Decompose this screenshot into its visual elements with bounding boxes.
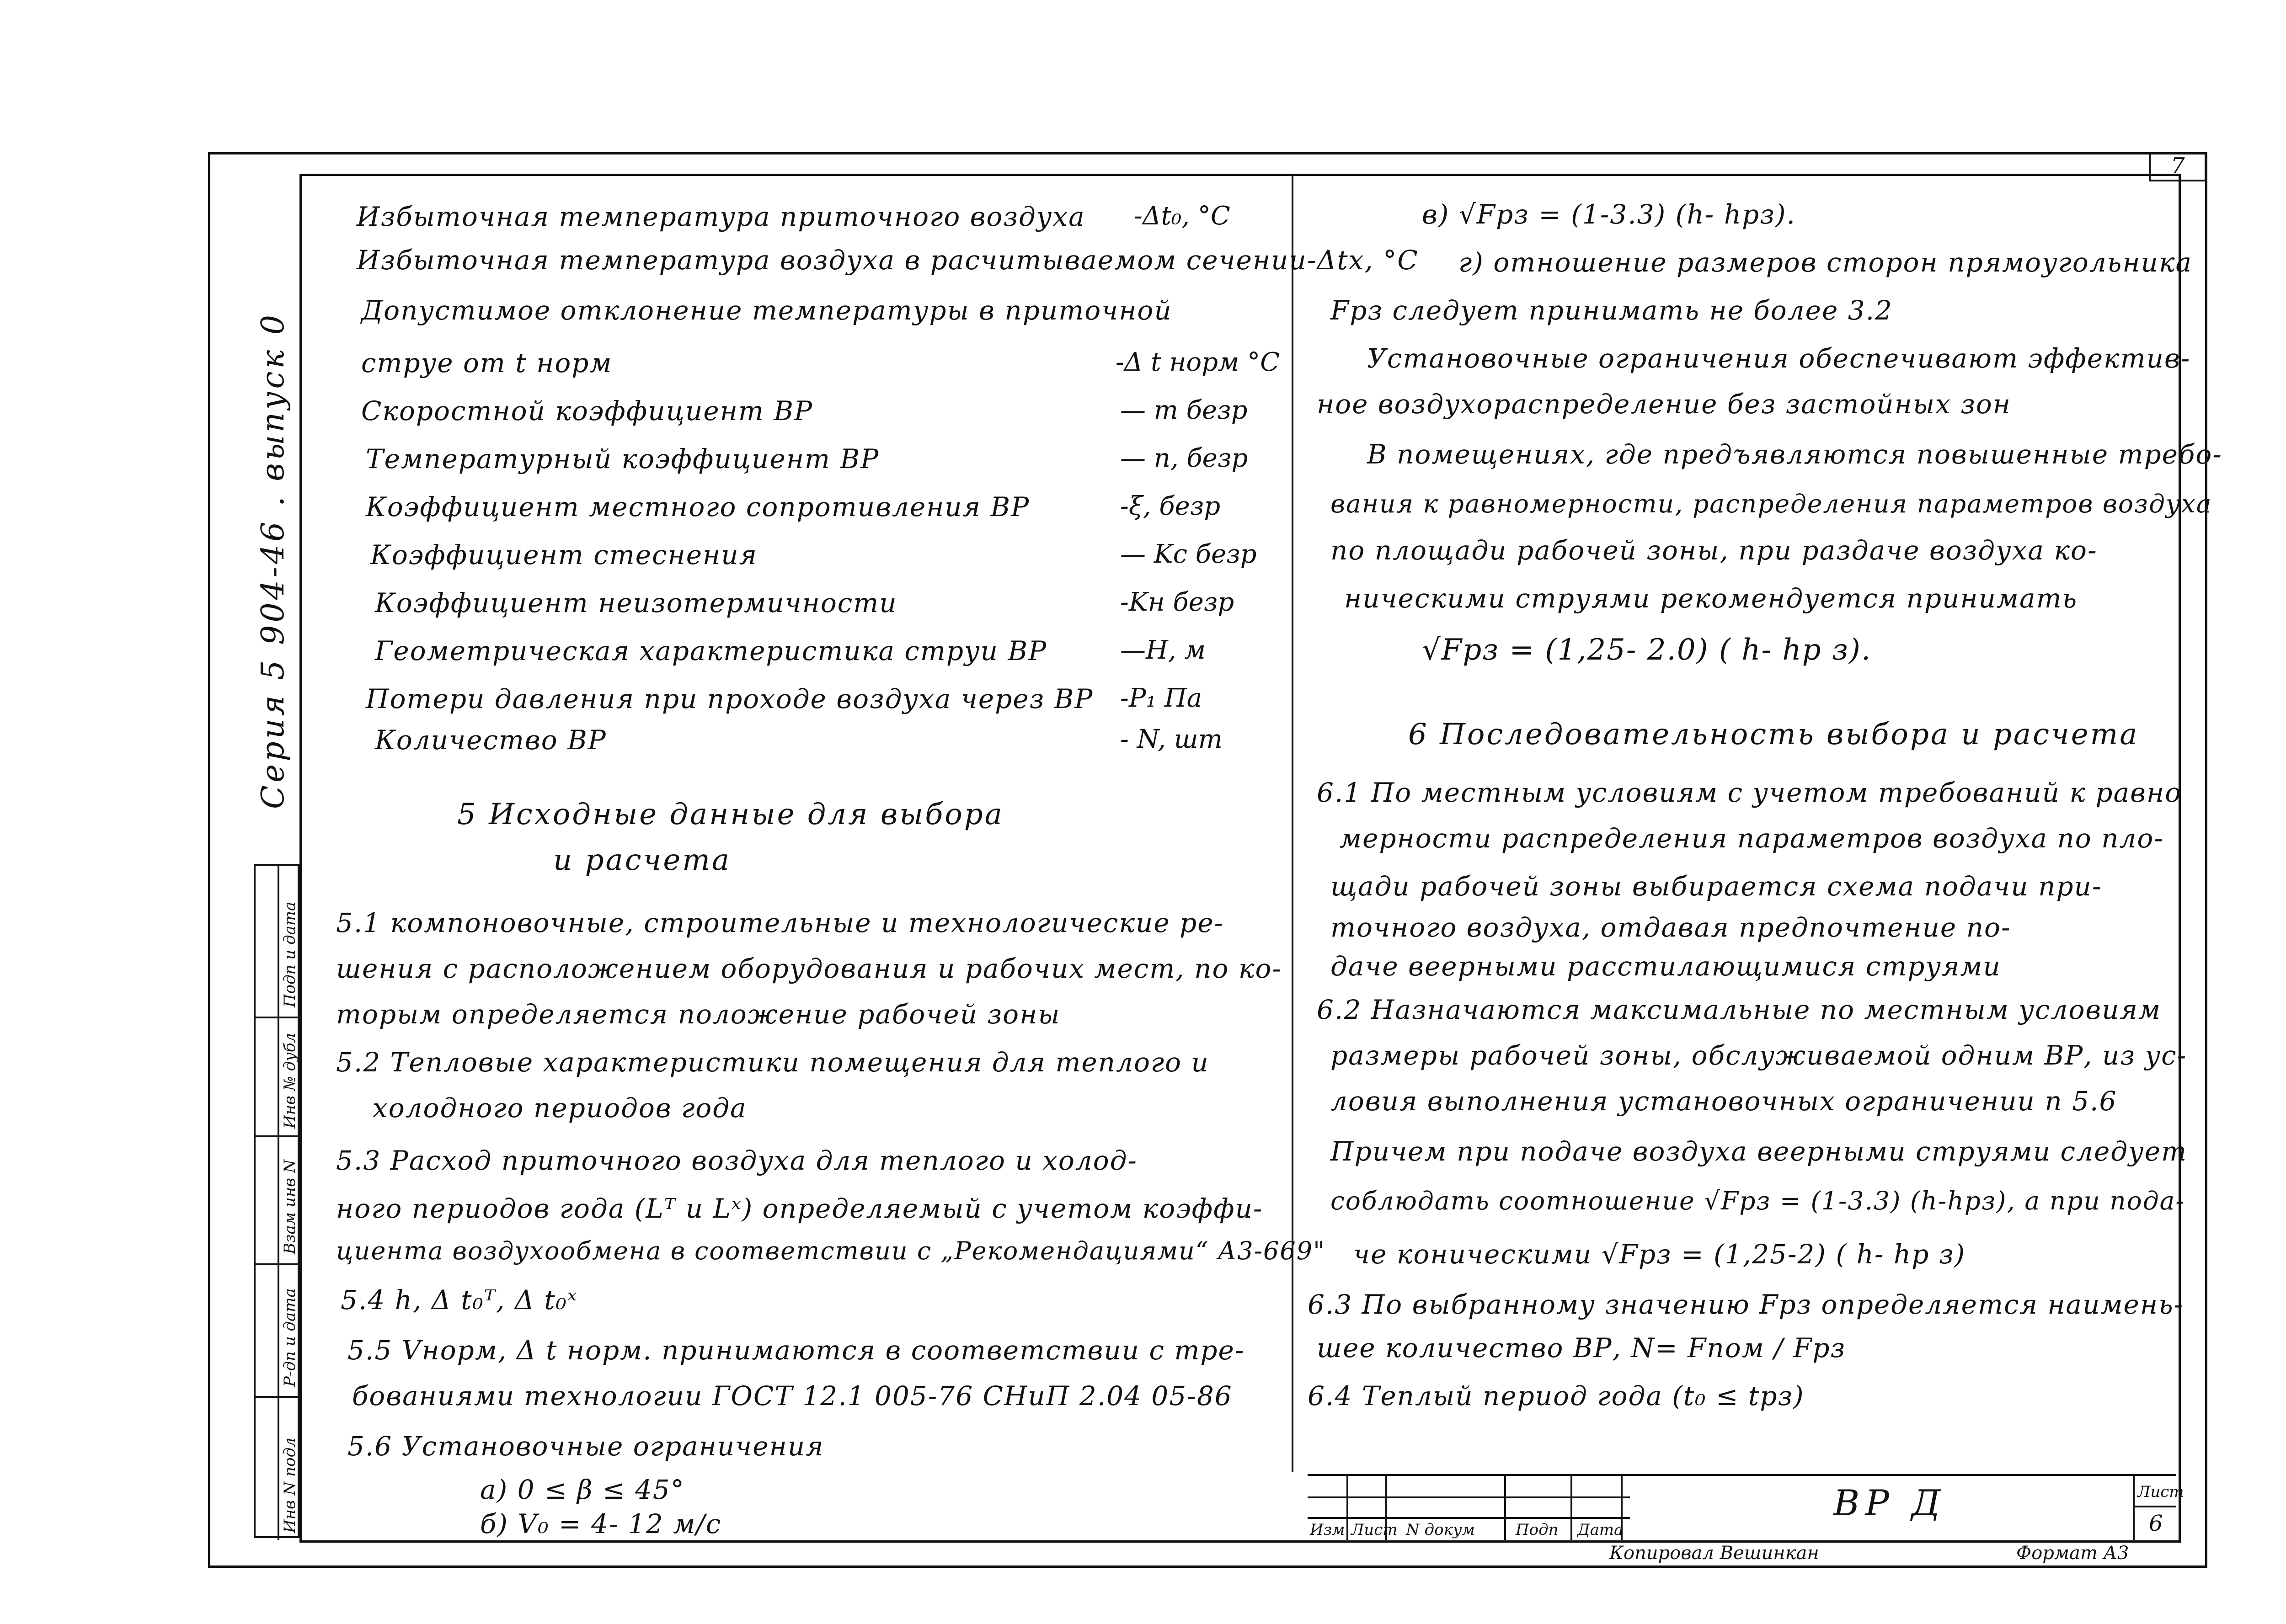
section-5-line: 5.4 h, Δ t₀ᵀ, Δ t₀ˣ bbox=[341, 1284, 578, 1315]
section-5-line: бованиями технологии ГОСТ 12.1 005-76 СНиП 2.04 05-86 bbox=[352, 1380, 1233, 1411]
definition-unit: -P₁ Па bbox=[1120, 683, 1202, 713]
paper-format: Формат А3 bbox=[2016, 1543, 2129, 1564]
definition-line: Коэффициент местного сопротивления ВР bbox=[366, 491, 1030, 522]
section-6-line: 6.1 По местным условиям с учетом требований к равно bbox=[1317, 777, 2182, 808]
section-6-line: размеры рабочей зоны, обслуживаемой одним ВР, из ус- bbox=[1330, 1040, 2187, 1071]
section-5-line: циента воздухообмена в соответствии с „Рекомендациями“ А3-669" bbox=[336, 1236, 1325, 1265]
definition-line: Температурный коэффициент ВР bbox=[366, 443, 880, 474]
right-line: Установочные ограничения обеспечивают эффектив- bbox=[1367, 343, 2191, 374]
section-5-line: ного периодов года (Lᵀ u Lˣ) определяемый с учетом коэффи- bbox=[336, 1193, 1263, 1224]
section-5-line: торым определяется положение рабочей зоны bbox=[336, 999, 1061, 1030]
section-5-line: холодного периодов года bbox=[373, 1092, 747, 1123]
section-5-title: 5 Исходные данные для выбора bbox=[457, 798, 1004, 831]
section-6-line: щади рабочей зоны выбирается схема подачи при- bbox=[1330, 871, 2102, 902]
section-6-line: Причем при подаче воздуха веерными струями следует bbox=[1330, 1136, 2188, 1167]
section-5-line: а) 0 ≤ β ≤ 45° bbox=[480, 1474, 685, 1505]
definition-unit: — n, безр bbox=[1120, 443, 1248, 473]
col-date: Дата bbox=[1577, 1521, 1624, 1539]
definition-unit: - N, шт bbox=[1120, 724, 1223, 754]
section-6-line: соблюдать соотношение √Fрз = (1-3.3) (h-hрз), а при пода- bbox=[1330, 1186, 2185, 1215]
sheet-label: Лист bbox=[2137, 1483, 2184, 1501]
col-doc-no: N докум bbox=[1406, 1521, 1475, 1539]
stamp-orig-inv: Инв N подл bbox=[281, 1438, 299, 1533]
definition-unit: — m безр bbox=[1120, 395, 1248, 425]
col-change: Изм bbox=[1310, 1521, 1345, 1539]
section-5-line: б) V₀ = 4- 12 м/с bbox=[480, 1508, 722, 1539]
definition-line: Количество ВР bbox=[375, 724, 607, 756]
series-label: Серия 5 904-46 . выпуск 0 bbox=[255, 312, 291, 809]
section-5-line: 5.3 Расход приточного воздуха для теплого и холод- bbox=[336, 1145, 1138, 1176]
definition-unit: -Δt₀, °C bbox=[1134, 201, 1230, 231]
copied-by: Копировал Вешинкан bbox=[1609, 1543, 1819, 1564]
section-6-line: шее количество ВР, N= Fпом / Fрз bbox=[1317, 1332, 1846, 1363]
sheet-number: 6 bbox=[2149, 1511, 2163, 1536]
definition-line: Избыточная температура приточного воздуха bbox=[357, 201, 1085, 232]
definition-unit: -ξ, безр bbox=[1120, 491, 1221, 521]
section-6-line: даче веерными расстилающимися струями bbox=[1330, 951, 2001, 982]
right-line: В помещениях, где предъявляются повышенные требо- bbox=[1367, 439, 2222, 470]
col-signature: Подп bbox=[1516, 1521, 1559, 1539]
section-6-line: че коническими √Fрз = (1,25-2) ( h- hр з) bbox=[1353, 1239, 1966, 1270]
definition-unit: —H, м bbox=[1120, 635, 1206, 665]
stamp-dup-inv: Инв № дубл bbox=[281, 1033, 299, 1129]
definition-line: Допустимое отклонение температуры в приточной bbox=[361, 295, 1172, 326]
definition-unit: — Kc безр bbox=[1120, 539, 1257, 569]
definition-unit: -Δ t норм °C bbox=[1116, 347, 1280, 377]
stamp-sign-date: Подп и дата bbox=[281, 901, 299, 1007]
right-line: в) √Fрз = (1-3.3) (h- hрз). bbox=[1422, 199, 1796, 230]
section-5-title-cont: и расчета bbox=[553, 843, 732, 877]
section-6-line: 6.2 Назначаются максимальные по местным условиям bbox=[1317, 994, 2161, 1025]
right-line: Fрз следует принимать не более 3.2 bbox=[1330, 295, 1893, 326]
section-5-line: 5.2 Тепловые характеристики помещения для теплого и bbox=[336, 1047, 1209, 1078]
definition-unit: -Kн безр bbox=[1120, 587, 1234, 617]
definition-line: Потери давления при проходе воздуха через ВР bbox=[366, 683, 1094, 714]
section-6-title: 6 Последовательность выбора и расчета bbox=[1408, 718, 2139, 751]
section-5-line: 5.1 компоновочные, строительные и технологические ре- bbox=[336, 907, 1224, 938]
right-line: ное воздухораспределение без застойных зон bbox=[1317, 389, 2011, 420]
definition-line: Коэффициент неизотермичности bbox=[375, 587, 897, 618]
page-number: 7 bbox=[2171, 153, 2185, 179]
side-stamp bbox=[254, 864, 299, 1538]
section-6-line: мерности распределения параметров воздуха по пло- bbox=[1340, 823, 2164, 854]
section-5-line: 5.6 Установочные ограничения bbox=[347, 1431, 824, 1462]
column-divider bbox=[1292, 174, 1293, 1472]
right-line: по площади рабочей зоны, при раздаче воздуха ко- bbox=[1330, 535, 2098, 566]
section-5-line: шения с расположением оборудования и рабочих мест, по ко- bbox=[336, 953, 1282, 984]
section-6-line: 6.4 Теплый период года (t₀ ≤ tрз) bbox=[1308, 1380, 1805, 1411]
stamp-replace-inv: Взам инв N bbox=[281, 1159, 299, 1254]
right-line: √Fрз = (1,25- 2.0) ( h- hр з). bbox=[1422, 633, 1872, 667]
section-6-line: 6.3 По выбранному значению Fрз определяется наимень- bbox=[1308, 1289, 2184, 1320]
definition-line: Избыточная температура воздуха в расчитываемом сечении-Δtx, °C bbox=[357, 245, 1419, 276]
stamp-sign-date-2: Р-дп и дата bbox=[281, 1288, 299, 1387]
col-sheet: Лист bbox=[1351, 1521, 1398, 1539]
title-block bbox=[1308, 1474, 2184, 1540]
section-5-line: 5.5 Vнорм, Δ t норм. принимаются в соответствии с тре- bbox=[347, 1335, 1245, 1366]
title-code: ВР Д bbox=[1833, 1483, 1946, 1524]
right-line: вания к равномерности, распределения параметров воздуха bbox=[1330, 489, 2212, 518]
section-6-line: ловия выполнения установочных ограничении п 5.6 bbox=[1330, 1086, 2117, 1117]
right-line: ническими струями рекомендуется принимать bbox=[1344, 583, 2078, 614]
page-number-box bbox=[2149, 152, 2206, 181]
definition-line: Скоростной коэффициент ВР bbox=[361, 395, 813, 426]
definition-line: струе от t норм bbox=[361, 347, 613, 378]
section-6-line: точного воздуха, отдавая предпочтение по- bbox=[1330, 912, 2011, 943]
definition-line: Коэффициент стеснения bbox=[370, 539, 758, 570]
right-line: г) отношение размеров сторон прямоугольника bbox=[1458, 247, 2193, 278]
definition-line: Геометрическая характеристика струи ВР bbox=[375, 635, 1047, 666]
